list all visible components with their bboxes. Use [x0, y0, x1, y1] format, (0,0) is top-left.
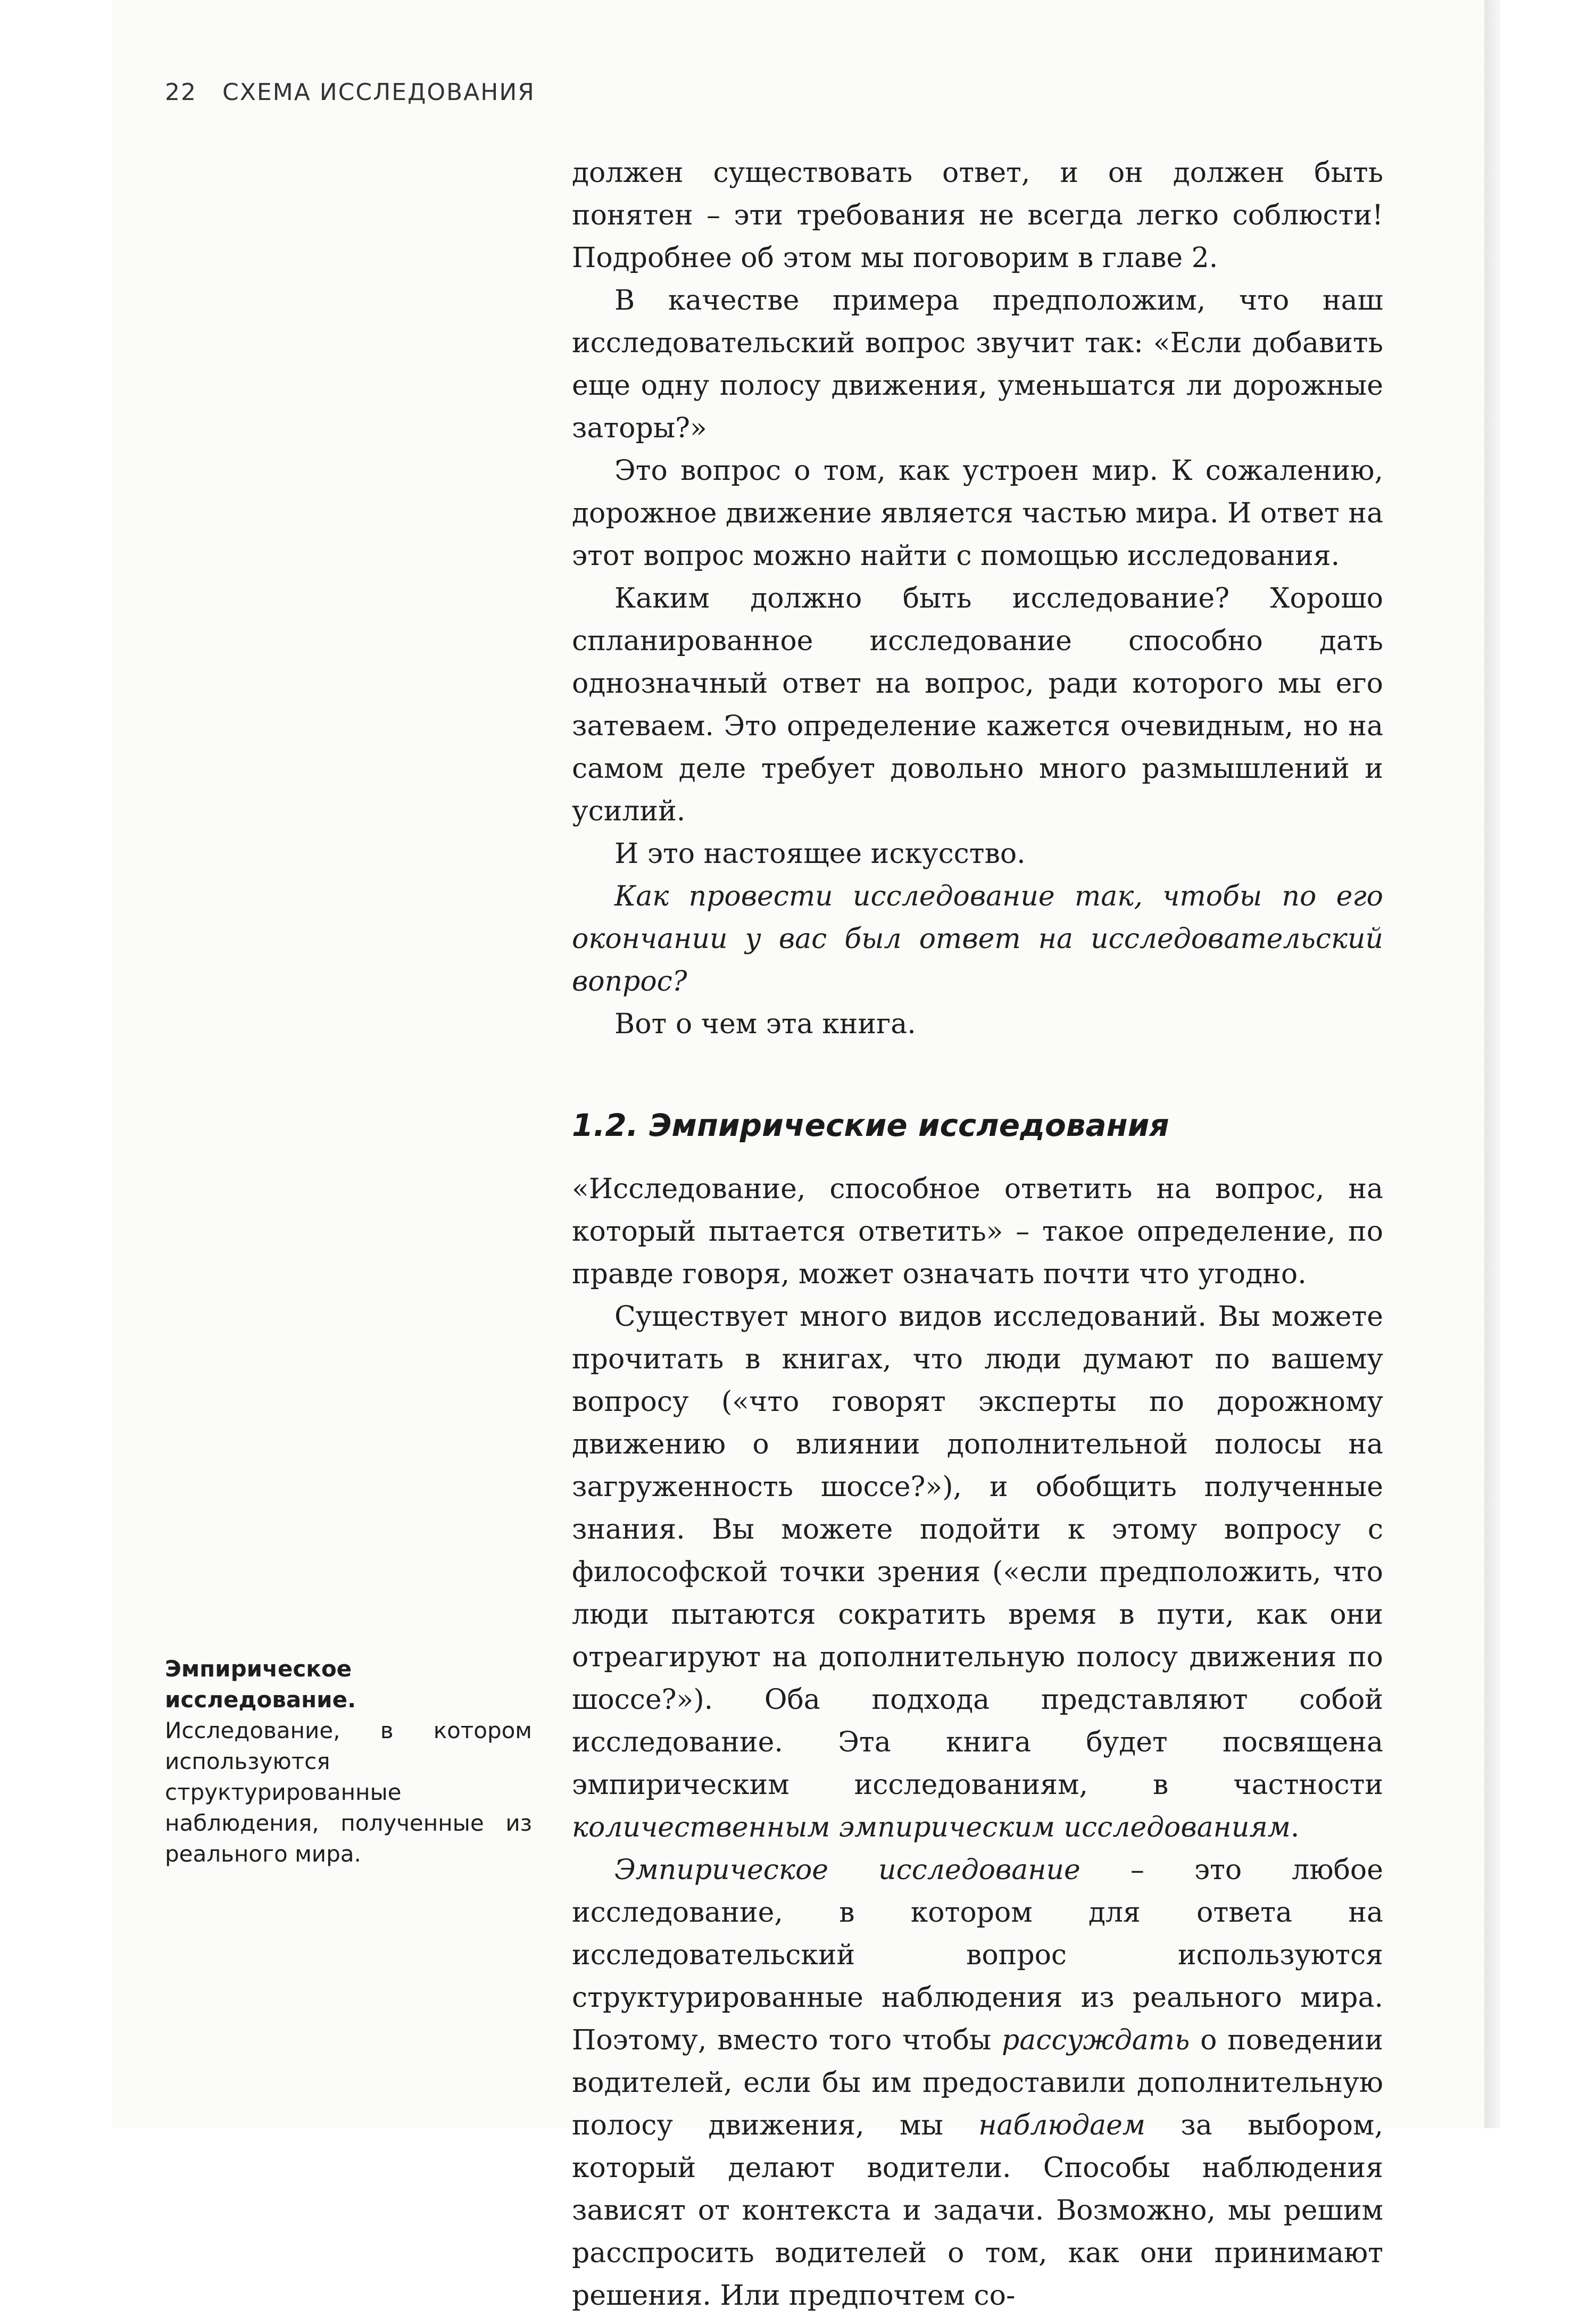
running-header — [165, 79, 535, 106]
paragraph-1: должен существовать ответ, и он должен быть понятен – эти требования не всегда легко соблюсти! Подробнее об этом мы поговорим в главе 2. — [572, 157, 1383, 274]
definition-text: Исследование, в котором используются структурированные наблюдения, полученные из реального мира. — [165, 1717, 532, 1867]
paragraph-10 — [572, 1849, 1383, 2317]
definition-term: Эмпирическое исследование. — [165, 1656, 356, 1713]
paragraph-2: В качестве примера предположим, что наш исследовательский вопрос звучит так: «Если добавить еще одну полосу движения, уменьшатся ли дорожные заторы?» — [572, 285, 1383, 444]
paragraph-3: Это вопрос о том, как устроен мир. К сожалению, дорожное движение является частью мира. И ответ на этот вопрос можно найти с помощью исследования. — [572, 455, 1383, 572]
paragraph-7: Вот о чем эта книга. — [614, 1008, 916, 1040]
paragraph-10-emphasis-observe: наблюдаем — [978, 2110, 1145, 2141]
page-edge-shadow — [1484, 0, 1500, 2128]
main-text-column — [572, 152, 1383, 2317]
margin-definition-note — [165, 1654, 532, 1870]
paragraph-9-end: . — [1290, 1812, 1300, 1843]
paragraph-6-italic-question: Как провести исследование так, чтобы по его окончании у вас был ответ на исследовательский вопрос? — [572, 881, 1383, 998]
paragraph-10-text-b: о поведении водителей, если бы им предоставили дополнительную полосу движения, мы — [572, 2024, 1383, 2141]
paragraph-10-text-a: – это любое исследование, в котором для ответа на исследовательский вопрос используются структурированные наблюдения из реального мира. Поэтому, вместо того чтобы — [572, 1854, 1383, 2056]
running-title: СХЕМА ИССЛЕДОВАНИЯ — [222, 79, 535, 106]
paragraph-9-emphasis: количественным эмпирическим исследованиям — [572, 1812, 1291, 1843]
paragraph-8: «Исследование, способное ответить на вопрос, на который пытается ответить» – такое определение, по правде говоря, может означать почти что угодно. — [572, 1173, 1383, 1290]
paragraph-4: Каким должно быть исследование? Хорошо спланированное исследование способно дать однозначный ответ на вопрос, ради которого мы его затеваем. Это определение кажется очевидным, но на самом деле требует довольно много размышлений и усилий. — [572, 583, 1383, 827]
paragraph-10-term: Эмпирическое исследование — [614, 1854, 1080, 1886]
paragraph-9-text: Существует много видов исследований. Вы можете прочитать в книгах, что люди думают по вашему вопросу («что говорят эксперты по дорожному движению о влиянии дополнительной полосы на загруженность шоссе?»), и обобщить полученные знания. Вы можете подойти к этому вопросу с философской точки зрения («если предположить, что люди пытаются сократить время в пути, как они отреагируют на дополнительную полосу движения по шоссе?»). Оба подхода представляют собой исследование. Эта книга будет посвящена эмпирическим исследованиям, в частности — [572, 1301, 1383, 1801]
page-number: 22 — [165, 79, 197, 106]
paragraph-5: И это настоящее искусство. — [614, 838, 1026, 870]
paragraph-10-emphasis-reason: рассуждать — [1001, 2024, 1190, 2056]
paragraph-9 — [572, 1295, 1383, 1849]
paragraph-10-text-c: за выбором, который делают водители. Способы наблюдения зависят от контекста и задачи. Возможно, мы решим расспросить водителей о том, как они принимают решения. Или предпочтем со- — [572, 2110, 1383, 2312]
section-heading: 1.2. Эмпирические исследования — [572, 1107, 1169, 1143]
